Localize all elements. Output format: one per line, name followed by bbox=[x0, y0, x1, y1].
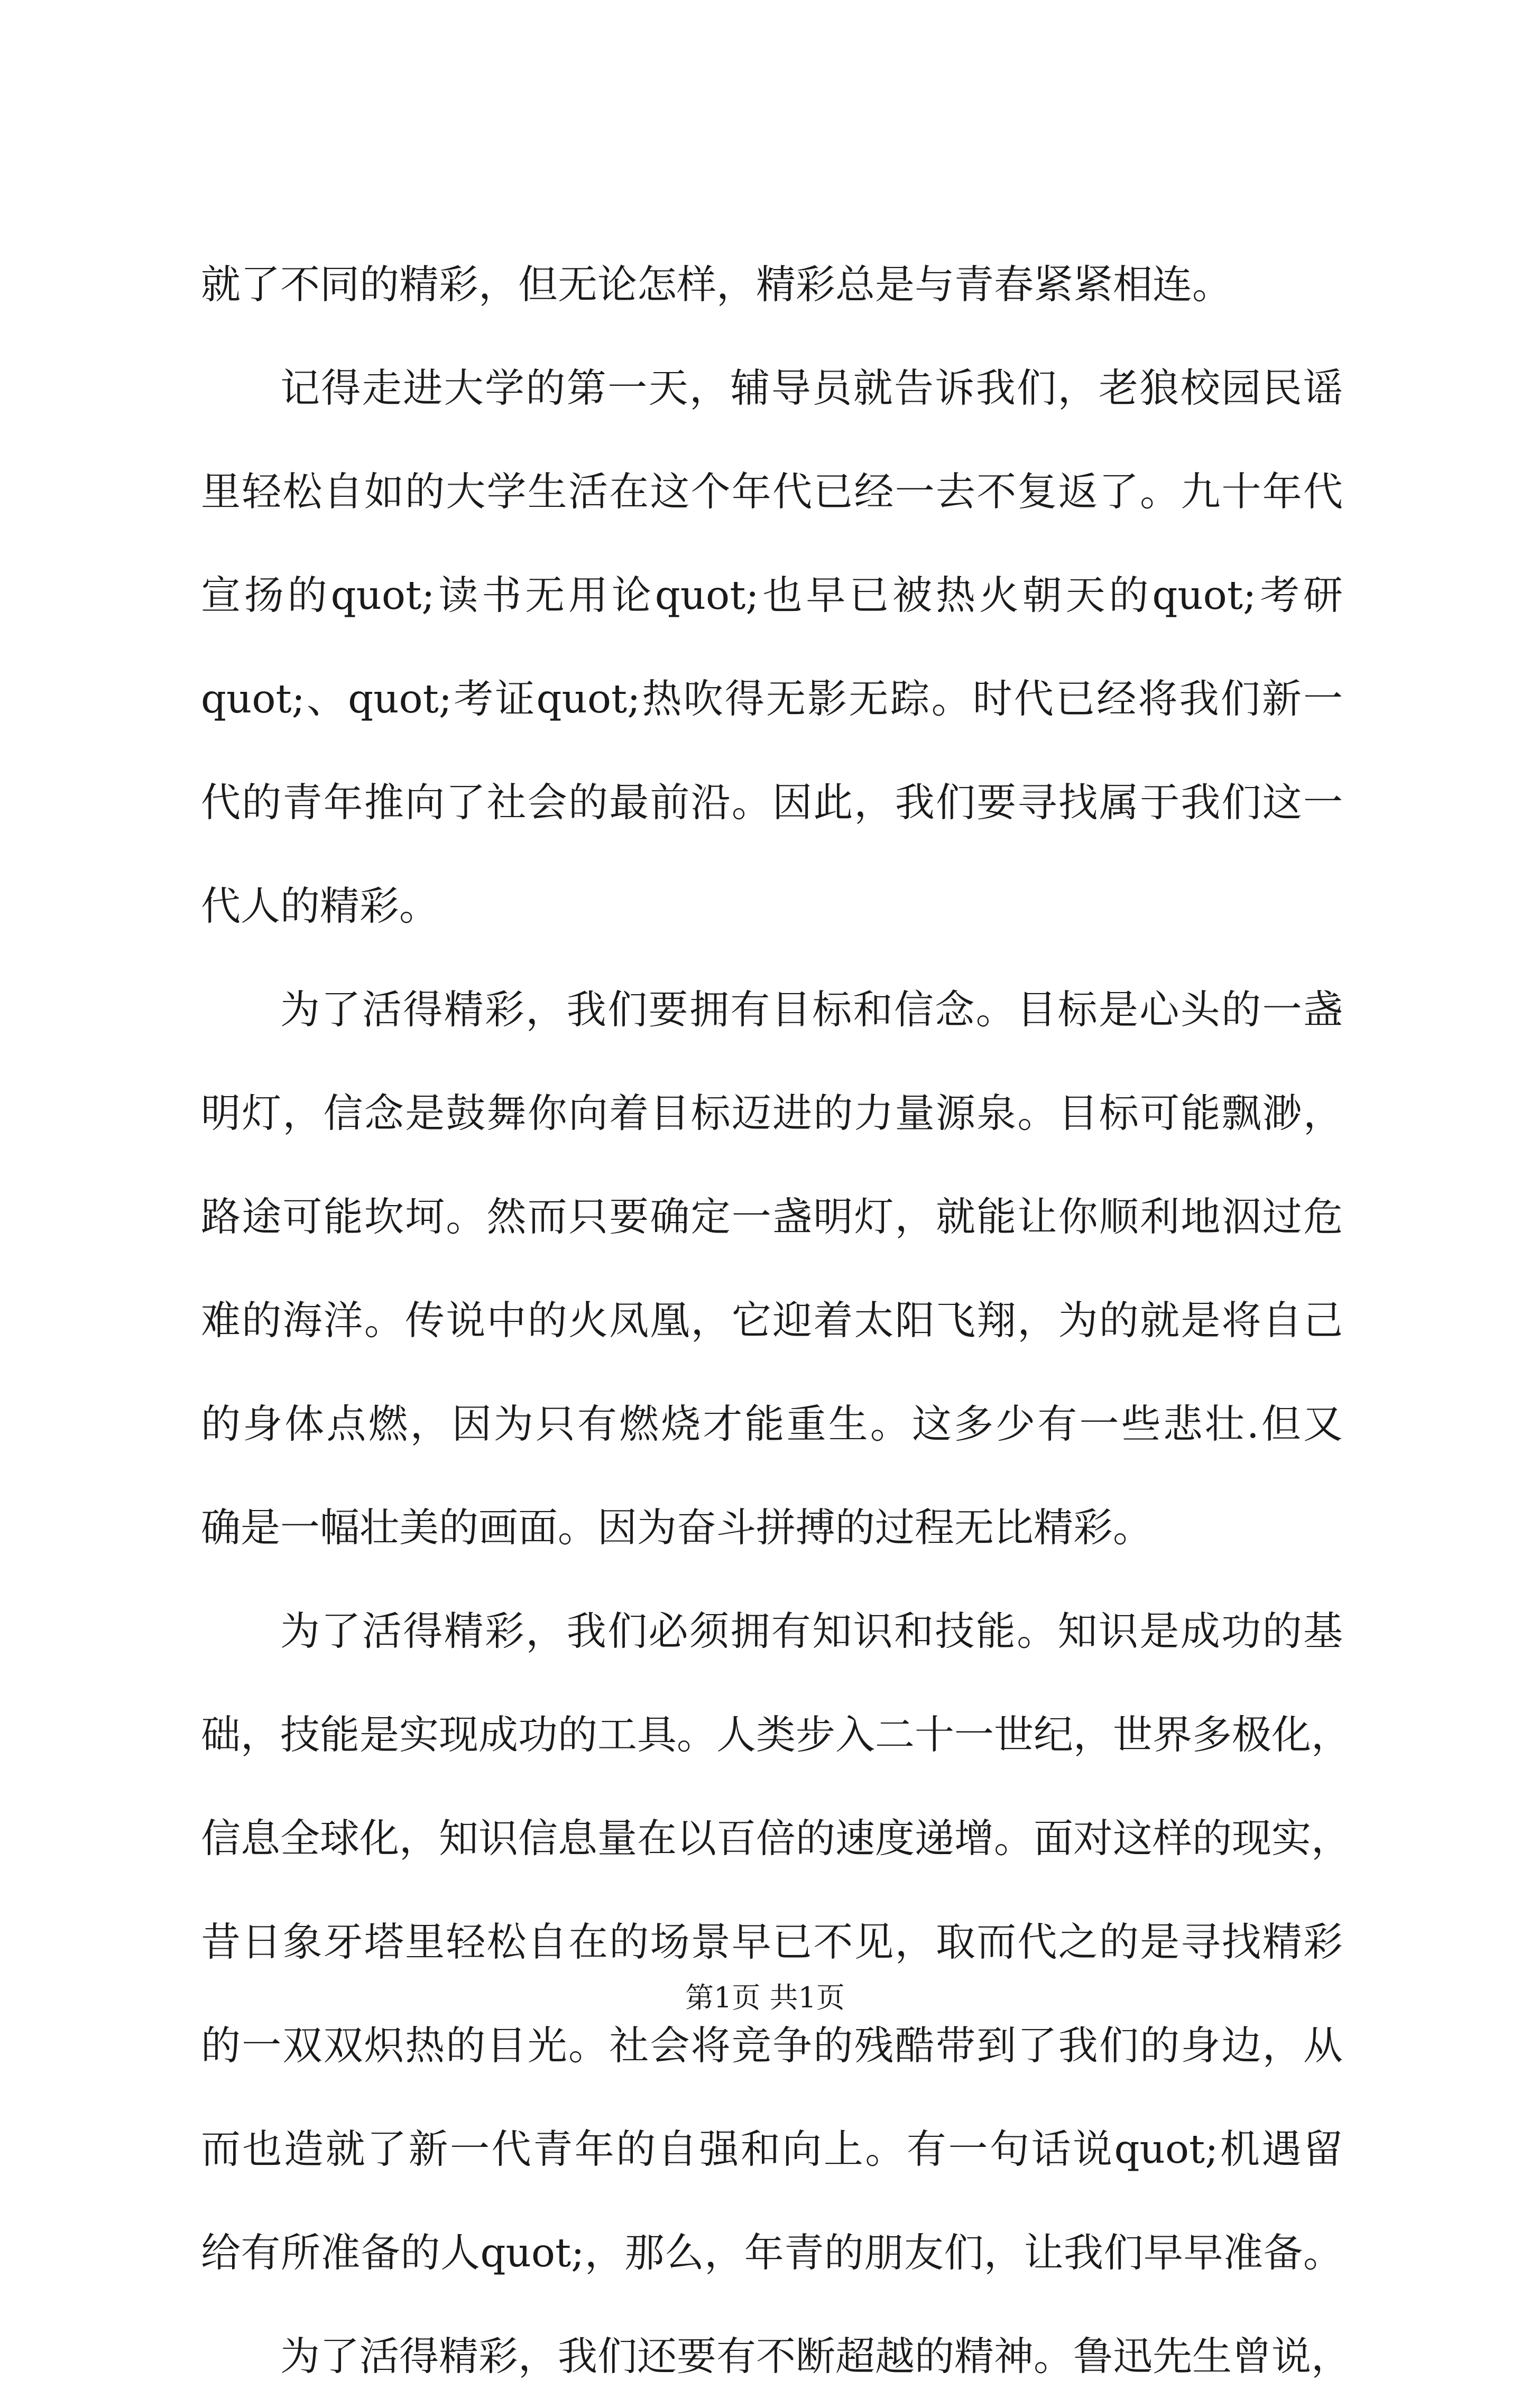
paragraph-1-line-0: 记得走进大学的第一天，辅导员就告诉我们，老狼校园民谣 bbox=[280, 365, 1343, 411]
paragraph-1-line-1: 里轻松自如的大学生活在这个年代已经一去不复返了。九十年代 bbox=[201, 468, 1343, 515]
paragraph-2-line-1: 明灯，信念是鼓舞你向着目标迈进的力量源泉。目标可能飘渺， bbox=[201, 1090, 1343, 1136]
paragraph-2-line-4: 的身体点燃，因为只有燃烧才能重生。这多少有一些悲壮.但又 bbox=[201, 1401, 1343, 1447]
document-body bbox=[201, 233, 1351, 2408]
paragraph-1-line-3: quot;、quot;考证quot;热吹得无影无踪。时代已经将我们新一 bbox=[201, 675, 1343, 722]
paragraph-3-line-2: 信息全球化，知识信息量在以百倍的速度递增。面对这样的现实， bbox=[201, 1815, 1351, 1861]
paragraph-3-line-4: 的一双双炽热的目光。社会将竞争的残酷带到了我们的身边，从 bbox=[201, 2022, 1343, 2069]
page-footer bbox=[0, 1979, 1530, 2016]
paragraph-2-line-3: 难的海洋。传说中的火凤凰，它迎着太阳飞翔，为的就是将自己 bbox=[201, 1297, 1343, 1344]
paragraph-1-line-5: 代人的精彩。 bbox=[201, 883, 439, 929]
paragraph-2-line-2: 路途可能坎坷。然而只要确定一盏明灯，就能让你顺利地泅过危 bbox=[201, 1193, 1343, 1240]
paragraph-3-line-5: 而也造就了新一代青年的自强和向上。有一句话说quot;机遇留 bbox=[201, 2126, 1343, 2172]
page-number-label: 第1页 共1页 bbox=[685, 1981, 845, 2014]
paragraph-1-line-2: 宣扬的quot;读书无用论quot;也早已被热火朝天的quot;考研 bbox=[201, 572, 1343, 618]
paragraph-3-line-0: 为了活得精彩，我们必须拥有知识和技能。知识是成功的基 bbox=[280, 1608, 1343, 1654]
paragraph-4-line-0: 为了活得精彩，我们还要有不断超越的精神。鲁迅先生曾说， bbox=[280, 2333, 1351, 2379]
paragraph-0-line-0: 就了不同的精彩，但无论怎样，精彩总是与青春紧紧相连。 bbox=[201, 261, 1232, 308]
paragraph-3-line-6: 给有所准备的人quot;，那么，年青的朋友们，让我们早早准备。 bbox=[201, 2229, 1343, 2276]
paragraph-3-line-3: 昔日象牙塔里轻松自在的场景早已不见，取而代之的是寻找精彩 bbox=[201, 1919, 1343, 1965]
paragraph-2-line-0: 为了活得精彩，我们要拥有目标和信念。目标是心头的一盏 bbox=[280, 986, 1343, 1033]
paragraph-2-line-5: 确是一幅壮美的画面。因为奋斗拼搏的过程无比精彩。 bbox=[201, 1504, 1153, 1551]
paragraph-1-line-4: 代的青年推向了社会的最前沿。因此，我们要寻找属于我们这一 bbox=[201, 779, 1343, 826]
paragraph-3-line-1: 础，技能是实现成功的工具。人类步入二十一世纪，世界多极化， bbox=[201, 1711, 1351, 1758]
